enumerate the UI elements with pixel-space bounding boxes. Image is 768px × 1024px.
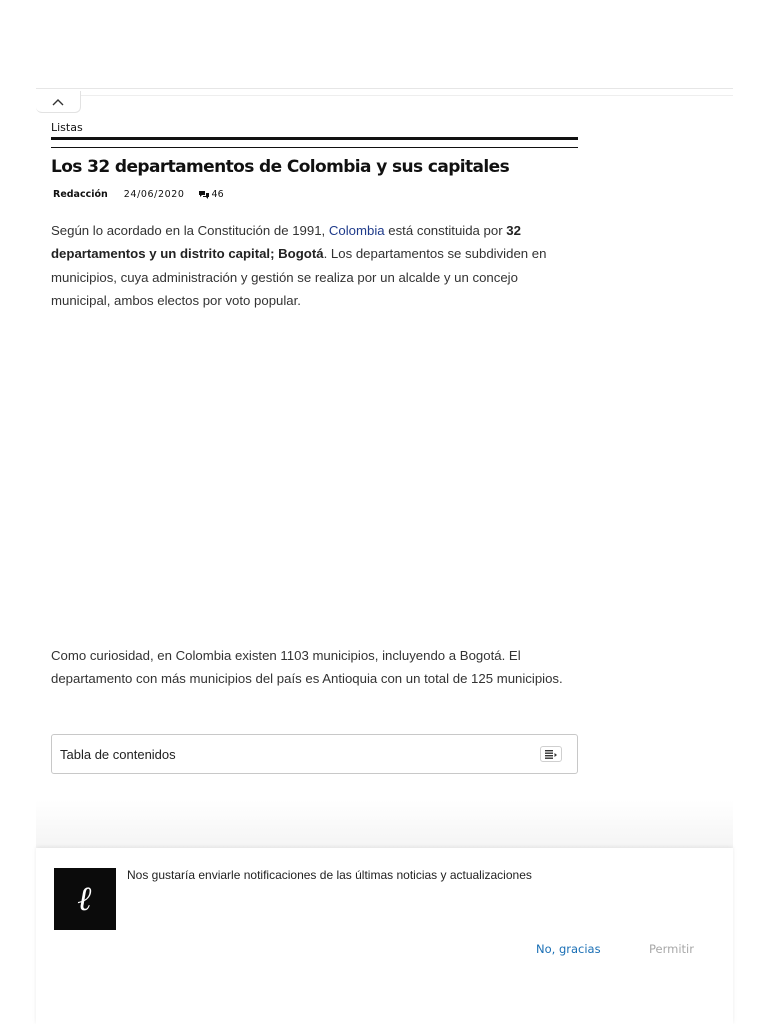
toc-title: Tabla de contenidos bbox=[60, 746, 176, 762]
top-divider bbox=[36, 88, 733, 89]
publish-date: 24/06/2020 bbox=[123, 189, 185, 200]
article-title: Los 32 departamentos de Colombia y sus capitales bbox=[51, 157, 510, 177]
content-fade bbox=[36, 800, 733, 850]
allow-button[interactable]: Permitir bbox=[649, 942, 694, 956]
site-logo bbox=[54, 868, 116, 930]
intro-text-2: está constituida por bbox=[384, 223, 507, 238]
logo-letter: ℓ bbox=[77, 879, 93, 919]
category-label[interactable]: Listas bbox=[51, 121, 83, 134]
comment-icon bbox=[199, 191, 209, 199]
push-notification-prompt bbox=[36, 848, 733, 1024]
list-icon bbox=[545, 750, 557, 759]
intro-text-1: Según lo acordado en la Constitución de 1991, bbox=[51, 223, 329, 238]
intro-paragraph bbox=[51, 219, 578, 312]
decline-button[interactable]: No, gracias bbox=[536, 942, 601, 956]
curiosity-paragraph: Como curiosidad, en Colombia existen 1103 municipios, incluyendo a Bogotá. El departamento con más municipios del país es Antioquia con un total de 125 municipios. bbox=[51, 648, 563, 687]
table-of-contents[interactable] bbox=[51, 734, 578, 774]
intro-text-3: . Los departamentos se subdividen en municipios, cuya administración y gestión se realiza por un alcalde y un concejo municipal, ambos electos por voto popular. bbox=[51, 246, 547, 308]
category-rule-thin bbox=[51, 147, 578, 148]
toc-toggle-button[interactable] bbox=[540, 746, 562, 762]
collapse-button[interactable] bbox=[36, 91, 81, 113]
article-meta bbox=[53, 189, 224, 200]
top-divider-secondary bbox=[80, 95, 733, 96]
author-link[interactable]: Redacción bbox=[53, 189, 108, 200]
notification-message: Nos gustaría enviarle notificaciones de las últimas noticias y actualizaciones bbox=[127, 868, 532, 882]
colombia-link[interactable]: Colombia bbox=[328, 223, 385, 238]
intro-bold: 32 departamentos y un distrito capital; Bogotá bbox=[51, 223, 521, 262]
comments-link[interactable] bbox=[199, 189, 224, 200]
comment-count: 46 bbox=[211, 189, 224, 200]
category-rule-thick bbox=[51, 137, 578, 140]
chevron-up-icon bbox=[52, 98, 64, 106]
